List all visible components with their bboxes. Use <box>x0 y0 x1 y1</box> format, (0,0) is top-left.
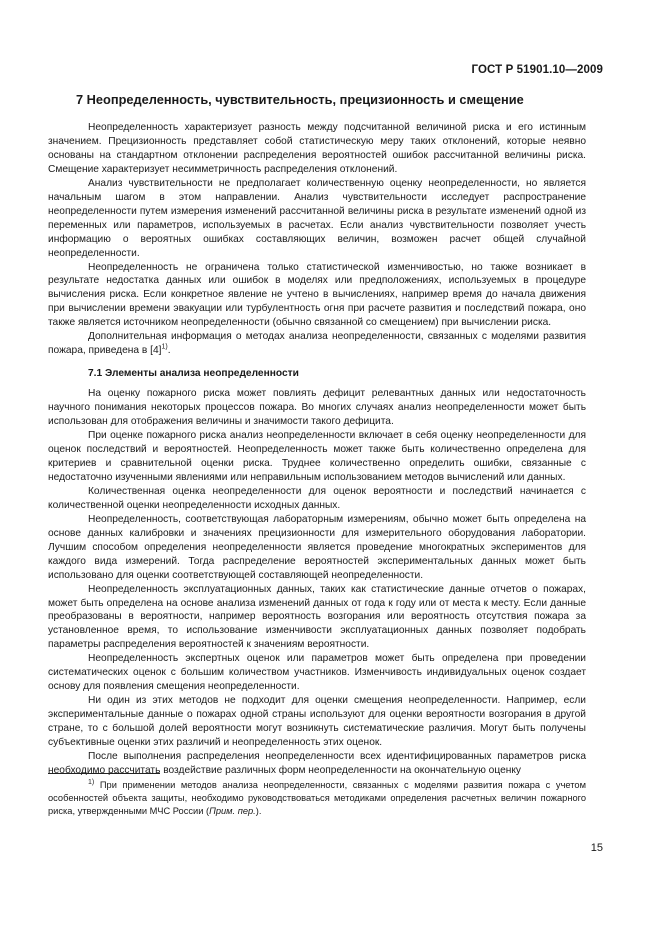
section-paragraph-4-text: Дополнительная информация о методах анализа неопределенности, связанных с моделями развития пожара, приведена в [4] <box>48 331 586 357</box>
footnote <box>48 779 586 819</box>
subsection-paragraph-4: Неопределенность, соответствующая лабораторным измерениям, обычно может быть определена на основе данных калибровки и значениях прецизионности для измерительного оборудования лаборатории. Лучшим способом определения неопределенности является проведение многократных экспериментов для каждого вида измерений. Тогда распределение вероятностей экспериментальных данных может быть использовано для оценки соответствующей составляющей неопределенности. <box>48 513 586 581</box>
footnote-reference: 1) <box>161 343 168 351</box>
subsection-paragraph-5: Неопределенность эксплуатационных данных, таких как статистические данные отчетов о пожарах, может быть определена на основе анализа изменений данных от года к году или от места к месту. Если данные преобразованы в вероятности, например вероятность возгорания или вероятность отсутствия пожара за установленное время, то использование изменчивости эксплуатационных данных позволяет подобрать параметры распределения вероятностей к значениям вероятности. <box>48 583 586 651</box>
section-paragraph-2: Анализ чувствительности не предполагает количественную оценку неопределенности, но является начальным шагом в этом направлении. Анализ чувствительности исследует распространение неопределенности путем измерения изменений рассчитанной величины риска в результате изменений одной из переменных или параметров, используемых в расчетах. Если анализ чувствительности позволяет учесть информацию о вероятных ошибках составляющих величин, возможен расчет общей случайной неопределенности. <box>48 177 586 259</box>
document-code-header: ГОСТ Р 51901.10—2009 <box>471 64 603 76</box>
section-paragraph-4-end: . <box>167 345 171 357</box>
footnote-end: ). <box>255 806 262 817</box>
subsection-paragraph-6: Неопределенность экспертных оценок или параметров может быть определена при проведении систематических оценок с большим количеством участников. Изменчивость индивидуальных оценок создает основу для появления смещения неопределенности. <box>48 653 586 693</box>
footnote-divider <box>48 773 160 774</box>
subsection-heading: 7.1 Элементы анализа неопределенности <box>88 368 299 380</box>
footnote-marker: 1) <box>88 778 95 786</box>
footnote-text: При применении методов анализа неопределенности, связанных с моделями развития пожара с учетом особенностей объекта защиты, необходимо руководствоваться методиками определения расчетных величин пожарного риска, утвержденными МЧС России ( <box>48 780 586 817</box>
section-paragraph-1: Неопределенность характеризует разность между подсчитанной величиной риска и его истинным значением. Прецизионность представляет собой статистическую меру таких отклонений, которые неявно основаны на стандартном отклонении распределения вероятностей ошибок рассчитанной величины риска. Смещение характеризует несимметричность распределения отклонений. <box>48 122 586 175</box>
subsection-paragraph-2: При оценке пожарного риска анализ неопределенности включает в себя оценку неопределенности для оценок последствий и вероятностей. Неопределенность может также быть количественно определена для критериев и сравнительной оценки риска. Труднее количественно определить ошибки, связанные с недостаточно изученными явлениями или неправильным использованием методов вычислений или данных. <box>48 430 586 483</box>
page-body <box>48 92 586 778</box>
subsection-paragraph-7: Ни один из этих методов не подходит для оценки смещения неопределенности. Например, если экспериментальные данные о пожарах одной страны используют для оценки вероятности возгорания в другой стране, то с большой долей вероятности могут возникнуть систематические различия. Могут быть получены субъективные оценки этих различий и неопределенность этих оценок. <box>48 695 586 749</box>
section-heading: 7 Неопределенность, чувствительность, прецизионность и смещение <box>76 92 524 107</box>
section-paragraph-3: Неопределенность не ограничена только статистической изменчивостью, но также возникает в результате недостатка данных или ошибок в моделях или предположениях, используемых в процедуре вычисления риска. Если конкретное явление не учтено в вычислениях, например время до начала движения при вычислении времени эвакуации или турбулентность огня при расчете развития и последствий пожара, оно также является источником неопределенности (обычно связанной со смещением) при вычислении риска. <box>48 261 586 329</box>
subsection-paragraph-8: После выполнения распределения неопределенности всех идентифицированных параметров риска необходимо рассчитать воздействие различных форм неопределенности на окончательную оценку <box>48 750 586 776</box>
subsection-paragraph-3: Количественная оценка неопределенности для оценок вероятности и последствий начинается с количественной оценки неопределенности исходных данных. <box>48 485 586 511</box>
section-paragraph-4 <box>48 330 586 358</box>
page-number: 15 <box>590 842 603 854</box>
subsection-paragraph-1: На оценку пожарного риска может повлиять дефицит релевантных данных или недостаточность научного понимания некоторых процессов пожара. Во многих случаях анализ неопределенности может быть использован для отображения величины и значимости такого дефицита. <box>48 388 586 428</box>
footnote-italic-note: Прим. пер. <box>209 806 256 817</box>
